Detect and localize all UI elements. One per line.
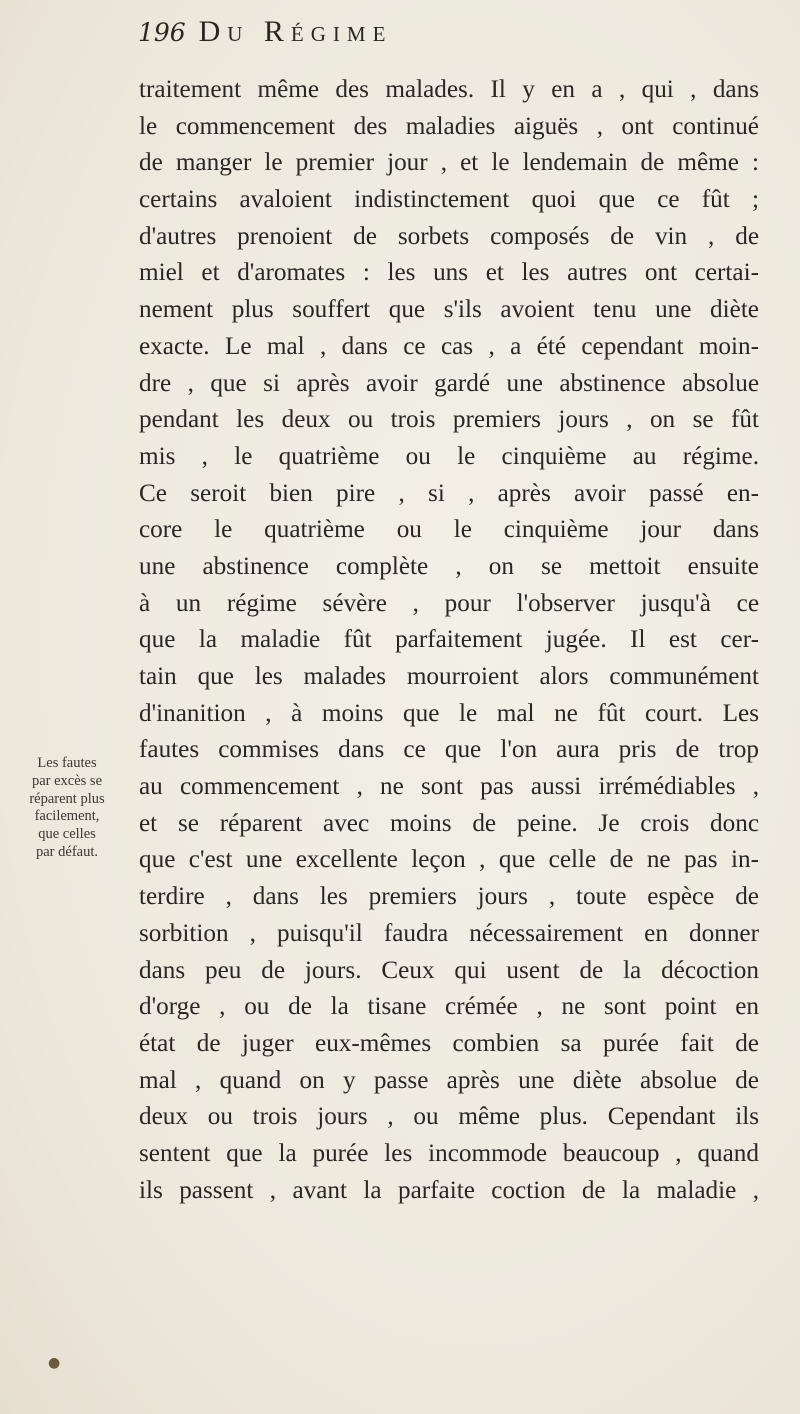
text-line: dans peu de jours. Ceux qui usent de la décoction xyxy=(139,956,759,984)
text-line: état de juger eux-mêmes combien sa purée fait de xyxy=(139,1029,759,1057)
margin-note-line: par excès se xyxy=(31,772,103,789)
text-line: traitement même des malades. Il y en a , qui , dans xyxy=(139,76,759,103)
text-line: fautes commises dans ce que l'on aura pris de trop xyxy=(139,736,759,764)
text-line: pendant les deux ou trois premiers jours , on se fût xyxy=(139,406,759,434)
text-line: que la maladie fût parfaitement jugée. Il est cer- xyxy=(139,626,759,654)
text-line: une abstinence complète , on se mettoit ensuite xyxy=(139,552,759,580)
text-line: de manger le premier jour , et le lendemain de même : xyxy=(139,149,759,177)
text-line: et se réparent avec moins de peine. Je crois donc xyxy=(139,809,759,837)
margin-note xyxy=(8,755,126,862)
text-line: sentent que la purée les incommode beaucoup , quand xyxy=(139,1139,759,1167)
text-line: d'orge , ou de la tisane crémée , ne sont point en xyxy=(139,993,759,1021)
text-line: tain que les malades mourroient alors communément xyxy=(139,663,759,690)
text-line: au commencement , ne sont pas aussi irrémédiables , xyxy=(139,773,759,801)
text-line: terdire , dans les premiers jours , toute espèce de xyxy=(139,883,759,911)
margin-note-line: réparent plus xyxy=(29,790,105,807)
text-line: d'inanition , à moins que le mal ne fût court. Les xyxy=(139,699,759,727)
body-text xyxy=(139,72,759,1209)
text-line: à un régime sévère , pour l'observer jusqu'à ce xyxy=(139,589,759,617)
text-line: exacte. Le mal , dans ce cas , a été cependant moin- xyxy=(139,332,759,360)
page-number: 196 xyxy=(138,18,186,47)
ink-speck: ● xyxy=(48,1355,61,1371)
margin-note-line: facilement, xyxy=(34,808,100,825)
text-line: mis , le quatrième ou le cinquième au régime. xyxy=(139,442,759,470)
text-line: d'autres prenoient de sorbets composés de vin , de xyxy=(139,222,759,250)
text-line: nement plus souffert que s'ils avoient tenu une diète xyxy=(139,296,759,324)
margin-note-line: que celles xyxy=(38,826,96,843)
text-line: ils passent , avant la parfaite coction de la maladie , xyxy=(139,1176,759,1204)
text-line: Ce seroit bien pire , si , après avoir passé en- xyxy=(139,479,759,507)
text-line: miel et d'aromates : les uns et les autres ont certai- xyxy=(139,259,759,287)
text-line: core le quatrième ou le cinquième jour dans xyxy=(139,516,759,544)
running-head xyxy=(138,12,758,52)
text-line: mal , quand on y passe après une diète absolue de xyxy=(139,1066,759,1094)
text-line: que c'est une excellente leçon , que celle de ne pas in- xyxy=(139,846,759,874)
text-line: certains avaloient indistinctement quoi que ce fût ; xyxy=(139,186,759,214)
running-title: Du Régime xyxy=(198,15,393,48)
text-line: dre , que si après avoir gardé une abstinence absolue xyxy=(139,369,759,397)
text-line: deux ou trois jours , ou même plus. Cependant ils xyxy=(139,1103,759,1131)
margin-note-line: par défaut. xyxy=(36,843,98,860)
text-line: sorbition , puisqu'il faudra nécessairement en donner xyxy=(139,919,759,947)
margin-note-line: Les fautes xyxy=(37,755,97,771)
text-line: le commencement des maladies aiguës , ont continué xyxy=(139,112,759,140)
